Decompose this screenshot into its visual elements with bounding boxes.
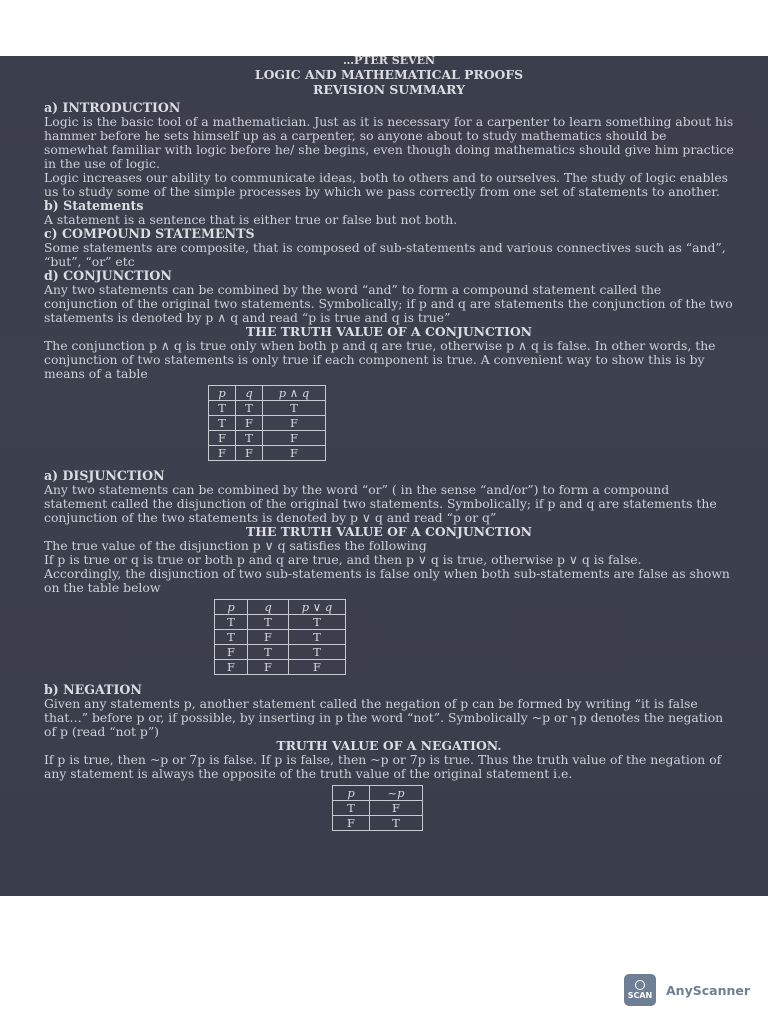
table-row [209, 446, 326, 461]
compound-text: Some statements are composite, that is composed of sub-statements and various connectives such as “and”, “but”, “or” etc [44, 240, 726, 269]
table-row [209, 416, 326, 431]
table-header-cell: p ∧ q [263, 386, 326, 401]
table-row [333, 816, 423, 831]
table-cell: F [209, 446, 236, 461]
disjunction-truth-line-2: If p is true or q is true or both p and q are true, and then p ∨ q is true, otherwise p ∨ q is false. [44, 552, 642, 567]
table-cell: F [248, 660, 289, 675]
table-cell: T [333, 801, 370, 816]
table-header-row [215, 600, 346, 615]
table-row [215, 645, 346, 660]
document-page [44, 56, 734, 896]
table-cell: T [209, 416, 236, 431]
negation-truth-table [332, 785, 423, 831]
negation-text: Given any statements p, another statement called the negation of p can be formed by writing “it is false that…” before p or, if possible, by inserting in p the word “not”. Symbolically ~p or ┐p denotes the negation of p (read “not p”) [44, 696, 724, 739]
conjunction-truth-heading: THE TRUTH VALUE OF A CONJUNCTION [246, 324, 532, 339]
scanner-logo-dot [635, 980, 645, 990]
table-row [215, 660, 346, 675]
table-cell: T [236, 431, 263, 446]
scanner-watermark [624, 974, 750, 1006]
table-header-cell: q [236, 386, 263, 401]
statements-text: A statement is a sentence that is either true or false but not both. [44, 212, 458, 227]
disjunction-truth-line-1: The true value of the disjunction p ∨ q satisfies the following [44, 538, 427, 553]
negation-truth-heading: TRUTH VALUE OF A NEGATION. [276, 738, 502, 753]
table-cell: F [333, 816, 370, 831]
conjunction-heading: d) CONJUNCTION [44, 268, 172, 283]
chapter-label: …PTER SEVEN [342, 56, 436, 67]
page-margin-top [0, 0, 768, 56]
table-header-row [209, 386, 326, 401]
table-cell: F [263, 431, 326, 446]
table-cell: T [215, 630, 248, 645]
table-row [333, 801, 423, 816]
table-header-cell: p [333, 786, 370, 801]
table-row [209, 401, 326, 416]
statements-heading: b) Statements [44, 198, 144, 213]
table-header-cell: p [209, 386, 236, 401]
document-subtitle: REVISION SUMMARY [313, 82, 465, 97]
table-cell: F [209, 431, 236, 446]
disjunction-truth-table [214, 599, 346, 675]
scanner-logo-icon [624, 974, 656, 1006]
table-cell: F [370, 801, 423, 816]
table-cell: F [215, 645, 248, 660]
intro-paragraph-2: Logic increases our ability to communicate ideas, both to others and to ourselves. The study of logic enables us to study some of the simple processes by which we pass correctly from one set of statements to another. [44, 170, 729, 199]
table-header-cell: q [248, 600, 289, 615]
table-header-cell: ~p [370, 786, 423, 801]
table-row [209, 431, 326, 446]
table-cell: T [289, 645, 346, 660]
table-cell: F [248, 630, 289, 645]
compound-heading: c) COMPOUND STATEMENTS [44, 226, 255, 241]
scanner-badge-text: SCAN [627, 991, 653, 1000]
table-row [215, 615, 346, 630]
table-cell: F [236, 416, 263, 431]
table-cell: F [236, 446, 263, 461]
table-cell: T [248, 645, 289, 660]
table-cell: T [289, 615, 346, 630]
table-cell: F [289, 660, 346, 675]
disjunction-truth-line-3: Accordingly, the disjunction of two sub-statements is false only when both sub-statements are false as shown on the table below [44, 566, 730, 595]
intro-heading: a) INTRODUCTION [44, 100, 181, 115]
intro-paragraph-1: Logic is the basic tool of a mathematician. Just as it is necessary for a carpenter to learn something about his hammer before he sets himself up as a carpenter, so anyone about to study mathematics should be somewhat familiar with logic before he/ she begins, even though doing mathematics should give him practice in the use of logic. [44, 114, 734, 171]
conjunction-text: Any two statements can be combined by the word “and” to form a compound statement called the conjunction of the original two statements. Symbolically; if p and q are statements the conjunction of the two statements is denoted by p ∧ q and read “p is true and q is true” [44, 282, 733, 325]
table-row [215, 630, 346, 645]
table-cell: F [263, 416, 326, 431]
negation-heading: b) NEGATION [44, 682, 142, 697]
disjunction-heading: a) DISJUNCTION [44, 468, 165, 483]
conjunction-truth-table [208, 385, 326, 461]
table-cell: T [215, 615, 248, 630]
table-cell: T [236, 401, 263, 416]
conjunction-truth-text: The conjunction p ∧ q is true only when both p and q are true, otherwise p ∧ q is false. In other words, the conjunction of two statements is only true if each component is true. A convenient way to show this is by means of a table [44, 338, 716, 381]
scanned-sheet [0, 56, 768, 896]
table-cell: F [263, 446, 326, 461]
table-cell: T [248, 615, 289, 630]
negation-truth-text: If p is true, then ~p or 7p is false. If p is false, then ~p or 7p is true. Thus the truth value of the negation of any statement is always the opposite of the truth value of the original statement i.e. [44, 752, 722, 781]
table-header-cell: p ∨ q [289, 600, 346, 615]
table-cell: T [263, 401, 326, 416]
table-cell: T [370, 816, 423, 831]
table-cell: T [209, 401, 236, 416]
table-cell: T [289, 630, 346, 645]
document-title: LOGIC AND MATHEMATICAL PROOFS [254, 67, 524, 82]
table-cell: F [215, 660, 248, 675]
table-header-row [333, 786, 423, 801]
disjunction-text: Any two statements can be combined by the word “or” ( in the sense “and/or”) to form a compound statement called the disjunction of the original two statements. Symbolically; if p and q are statements the conjunction of the two statements is denoted by p ∨ q and read “p or q” [44, 482, 717, 525]
table-header-cell: p [215, 600, 248, 615]
disjunction-truth-heading: THE TRUTH VALUE OF A CONJUNCTION [246, 524, 532, 539]
scanner-brand-name: AnyScanner [666, 982, 751, 998]
